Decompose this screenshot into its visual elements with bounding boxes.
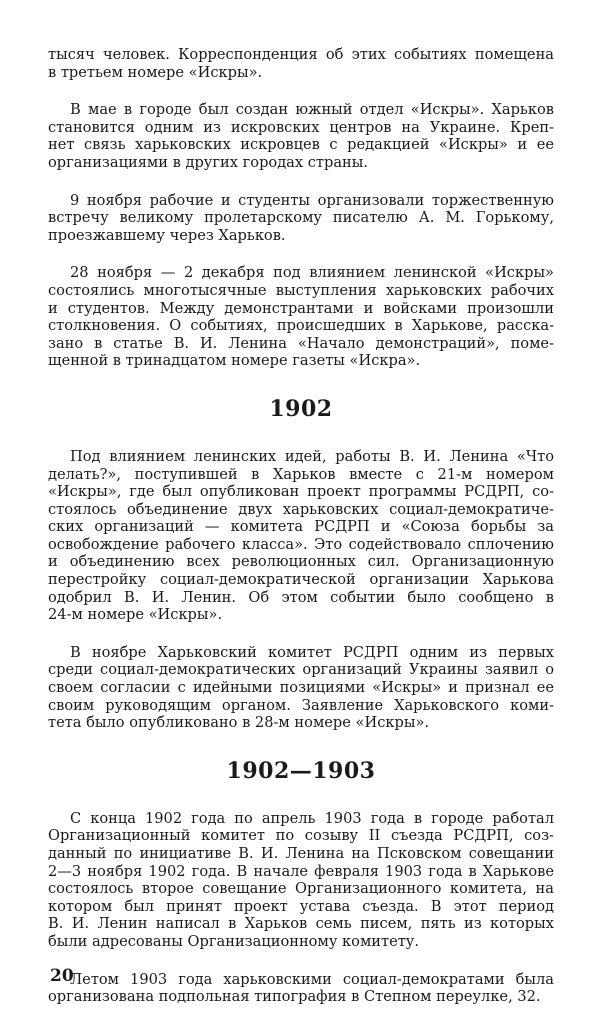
document-page <box>48 46 554 1006</box>
block-spacer <box>48 370 554 396</box>
paragraph <box>48 971 554 1006</box>
page-number: 20 <box>50 966 74 986</box>
text-line: в третьем номере «Искры». <box>48 63 263 81</box>
block-spacer <box>48 422 554 448</box>
paragraph <box>48 264 554 370</box>
text-line: и объединению всех революционных сил. Организационную <box>48 553 554 571</box>
text-line: встречу великому пролетарскому писателю А. М. Горькому, <box>48 209 554 227</box>
paragraph <box>48 192 554 245</box>
block-spacer <box>48 624 554 644</box>
text-line: 2—3 ноября 1902 года. В начале февраля 1903 года в Харькове <box>48 862 554 880</box>
text-line: своем согласии с идейными позициями «Искры» и признал ее <box>48 679 554 697</box>
paragraph <box>48 101 554 171</box>
block-spacer <box>48 81 554 101</box>
text-line: котором был принят проект устава съезда. В этот период <box>48 897 554 915</box>
text-line: организациями в других городах страны. <box>48 153 369 171</box>
text-line: 9 ноября рабочие и студенты организовали торжественную <box>70 191 554 209</box>
paragraph <box>48 448 554 624</box>
block-spacer <box>48 951 554 971</box>
text-line: одобрил В. И. Ленин. Об этом событии было сообщено в <box>48 588 554 606</box>
paragraph <box>48 46 554 81</box>
text-line: делать?», поступившей в Харьков вместе с 21-м номером <box>48 465 554 483</box>
text-line: данный по инициативе В. И. Ленина на Псковском совещании <box>48 845 554 862</box>
text-line: состоялись многотысячные выступления харьковских рабочих <box>48 281 554 299</box>
text-line: Организационный комитет по созыву II съезда РСДРП, соз- <box>48 827 554 845</box>
text-line: Летом 1903 года харьковскими социал-демократами была <box>70 970 554 988</box>
paragraph <box>48 644 554 732</box>
year-heading: 1902—1903 <box>226 757 376 784</box>
text-line: состоялось второе совещание Организационного комитета, на <box>48 880 554 898</box>
block-spacer <box>48 784 554 810</box>
block-spacer <box>48 244 554 264</box>
block-spacer <box>48 172 554 192</box>
text-line: тета было опубликовано в 28-м номере «Искры». <box>48 714 430 732</box>
text-line: проезжавшему через Харьков. <box>48 226 286 244</box>
text-line: зано в статье В. И. Ленина «Начало демонстраций», поме- <box>48 334 554 352</box>
text-line: В мае в городе был создан южный отдел «Искры». Харьков <box>70 101 554 119</box>
paragraph <box>48 810 554 951</box>
text-line: организована подпольная типография в Степном переулке, 32. <box>48 988 541 1006</box>
text-line: С конца 1902 года по апрель 1903 года в городе работал <box>70 809 554 827</box>
text-line: своим руководящим органом. Заявление Харьковского коми- <box>48 696 554 714</box>
text-line: нет связь харьковских искровцев с редакцией «Искры» и ее <box>48 136 554 154</box>
year-heading: 1902 <box>269 395 333 422</box>
text-line: 24-м номере «Искры». <box>48 606 223 624</box>
text-line: Под влиянием ленинских идей, работы В. И. Ленина «Что <box>70 447 554 465</box>
text-line: и студентов. Между демонстрантами и войсками произошли <box>48 299 554 317</box>
text-line: стоялось объединение двух харьковских социал-демократиче- <box>48 500 554 518</box>
text-line: были адресованы Организационному комитету. <box>48 932 420 950</box>
text-line: столкновения. О событиях, происшедших в Харькове, расска- <box>48 317 554 335</box>
text-line: 28 ноября — 2 декабря под влиянием ленинской «Искры» <box>70 264 554 282</box>
text-line: ских организаций — комитета РСДРП и «Союза борьбы за <box>48 518 554 536</box>
text-line: В ноябре Харьковский комитет РСДРП одним из первых <box>70 643 554 661</box>
text-line: освобождение рабочего класса». Это содействовало сплочению <box>48 535 554 553</box>
text-line: В. И. Ленин написал в Харьков семь писем, пять из которых <box>48 915 554 933</box>
block-spacer <box>48 732 554 758</box>
text-line: становится одним из искровских центров на Украине. Креп- <box>48 118 554 136</box>
text-line: тысяч человек. Корреспонденция об этих событиях помещена <box>48 46 554 63</box>
text-line: «Искры», где был опубликован проект программы РСДРП, со- <box>48 483 554 501</box>
text-line: перестройку социал-демократической организации Харькова <box>48 571 554 589</box>
text-line: среди социал-демократических организаций Украины заявил о <box>48 661 554 679</box>
text-line: щенной в тринадцатом номере газеты «Искра». <box>48 352 421 370</box>
